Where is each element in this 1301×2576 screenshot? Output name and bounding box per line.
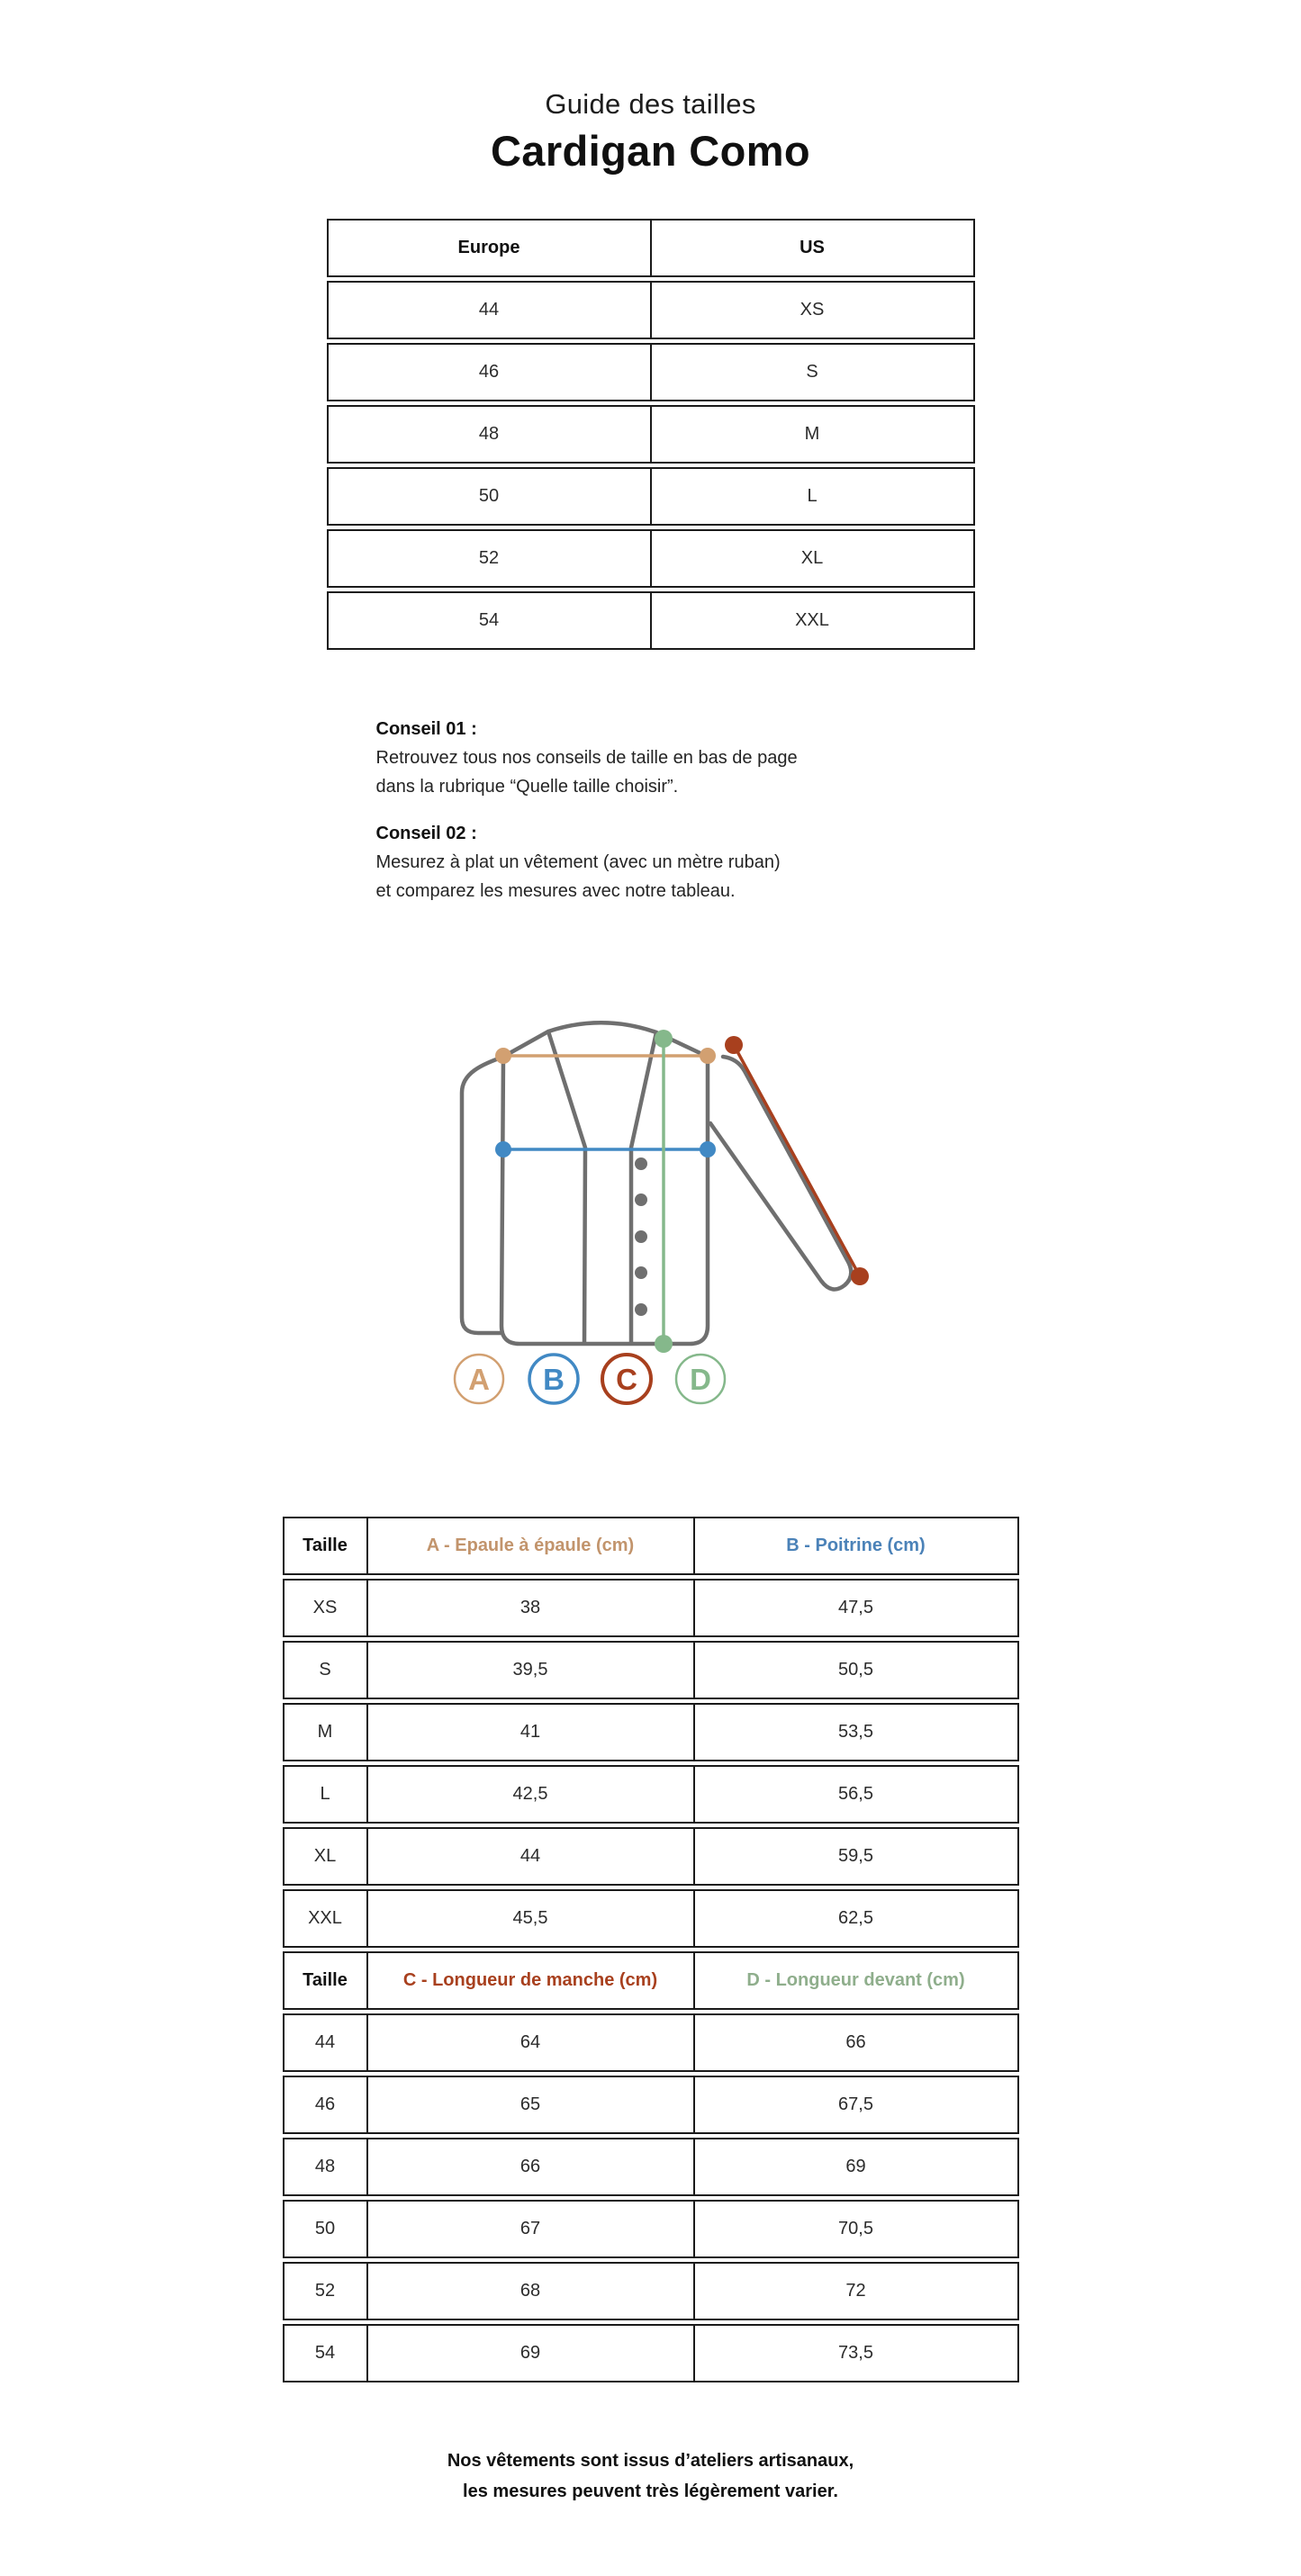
- legend-d-letter: D: [689, 1363, 711, 1396]
- tip-02-text-line: et comparez les mesures avec notre tableau.: [375, 881, 736, 901]
- measure-cell: 62,5: [693, 1891, 1017, 1946]
- legend-a-badge: [455, 1355, 503, 1403]
- right-sleeve-outline: [710, 1057, 851, 1289]
- table-row: [327, 591, 975, 650]
- measure-cell: 67,5: [693, 2077, 1017, 2132]
- measure-cell: 73,5: [693, 2326, 1017, 2381]
- table-row: [283, 2200, 1019, 2258]
- legend-b-badge: [529, 1355, 578, 1403]
- measure-cell: 53,5: [693, 1705, 1017, 1760]
- button-dot: [635, 1303, 647, 1316]
- measure-cell: 50,5: [693, 1643, 1017, 1698]
- tip-01: [376, 715, 975, 801]
- measure-cell: 41: [366, 1705, 693, 1760]
- table-row: [283, 2324, 1019, 2382]
- button-dot: [635, 1266, 647, 1279]
- measure-cell: 69: [366, 2326, 693, 2381]
- header-taille: Taille: [303, 1536, 348, 1555]
- measure-cell: 45,5: [366, 1891, 693, 1946]
- table-row: [283, 2138, 1019, 2196]
- size-conversion-table: [327, 219, 975, 650]
- tip-01-text-line: Retrouvez tous nos conseils de taille en bas de page: [375, 748, 798, 768]
- eu-size-cell: 50: [478, 486, 500, 506]
- size-cell: M: [317, 1722, 333, 1742]
- legend-c-badge: [602, 1355, 651, 1403]
- us-size-cell: S: [650, 345, 973, 400]
- eu-size-cell: 46: [478, 362, 500, 382]
- tip-02-text-line: Mesurez à plat un vêtement (avec un mètre ruban): [375, 852, 781, 872]
- size-cell: L: [320, 1784, 330, 1804]
- header-taille: Taille: [303, 1970, 348, 1990]
- measure-cell: 59,5: [693, 1829, 1017, 1884]
- table-row: [283, 1889, 1019, 1948]
- measure-cell: 44: [366, 1829, 693, 1884]
- eu-size-cell: 48: [478, 424, 500, 444]
- cardigan-diagram-container: [417, 977, 885, 1432]
- size-cell: 44: [314, 2032, 336, 2052]
- table-row: [283, 1579, 1019, 1637]
- size-cell: XXL: [308, 1908, 342, 1928]
- table-row: [327, 467, 975, 526]
- size-cell: 48: [314, 2157, 336, 2176]
- page-subtitle: Guide des tailles: [545, 88, 756, 120]
- measurements-header-row-cd: [283, 1951, 1019, 2010]
- eu-size-cell: 44: [478, 300, 500, 320]
- size-cell: 52: [314, 2281, 336, 2301]
- tip-02-title: Conseil 02 :: [375, 824, 477, 843]
- measure-cell: 70,5: [693, 2202, 1017, 2256]
- table-row: [283, 2262, 1019, 2320]
- us-size-cell: XL: [650, 531, 973, 586]
- us-size-cell: XXL: [650, 593, 973, 648]
- footer-note: [0, 2445, 1301, 2507]
- table-row: [283, 1827, 1019, 1886]
- us-size-cell: XS: [650, 283, 973, 338]
- tips-section: [327, 715, 975, 905]
- us-size-cell: L: [650, 469, 973, 524]
- footer-note-line: les mesures peuvent très légèrement varier.: [463, 2481, 838, 2501]
- table-row: [327, 405, 975, 464]
- footer-note-line: Nos vêtements sont issus d’ateliers artisanaux,: [447, 2451, 854, 2471]
- measure-cell: 66: [366, 2139, 693, 2194]
- table-row: [283, 2076, 1019, 2134]
- size-cell: XS: [312, 1598, 338, 1617]
- table-row: [283, 1765, 1019, 1824]
- header-shoulder-a: A - Epaule à épaule (cm): [366, 1518, 693, 1573]
- header-sleeve-c: C - Longueur de manche (cm): [366, 1953, 693, 2008]
- size-cell: 54: [314, 2343, 336, 2363]
- table-row: [283, 2013, 1019, 2072]
- cardigan-diagram: [417, 977, 885, 1428]
- table-row: [327, 529, 975, 588]
- tip-01-text-line: dans la rubrique “Quelle taille choisir”.: [375, 777, 679, 797]
- measure-cell: 65: [366, 2077, 693, 2132]
- legend-b-letter: B: [542, 1363, 565, 1396]
- button-dot: [635, 1157, 647, 1170]
- measurements-table: [283, 1517, 1019, 2382]
- eu-size-cell: 54: [478, 610, 500, 630]
- header-chest-b: B - Poitrine (cm): [693, 1518, 1017, 1573]
- size-table-header-europe: Europe: [457, 238, 520, 257]
- page-title: Cardigan Como: [490, 127, 811, 175]
- size-table-header-row: [327, 219, 975, 277]
- measure-cell: 69: [693, 2139, 1017, 2194]
- measure-cell: 72: [693, 2264, 1017, 2319]
- measure-cell: 56,5: [693, 1767, 1017, 1822]
- size-cell: 50: [314, 2219, 336, 2238]
- size-cell: S: [319, 1660, 331, 1680]
- measure-cell: 47,5: [693, 1581, 1017, 1635]
- button-dot: [635, 1193, 647, 1206]
- table-row: [283, 1703, 1019, 1761]
- table-row: [283, 1641, 1019, 1699]
- us-size-cell: M: [650, 407, 973, 462]
- left-sleeve-outline: [462, 1057, 503, 1333]
- measure-cell: 38: [366, 1581, 693, 1635]
- measure-cell: 66: [693, 2015, 1017, 2070]
- size-table-header-us: US: [650, 221, 973, 275]
- measure-cell: 39,5: [366, 1643, 693, 1698]
- header-front-length-d: D - Longueur devant (cm): [693, 1953, 1017, 2008]
- size-cell: 46: [314, 2094, 336, 2114]
- button-dot: [635, 1230, 647, 1243]
- size-cell: XL: [313, 1846, 337, 1866]
- tip-01-title: Conseil 01 :: [375, 719, 477, 739]
- legend-c-letter: C: [615, 1363, 637, 1396]
- legend-d-badge: [676, 1355, 725, 1403]
- body-outline: [501, 1022, 708, 1344]
- measure-cell: 64: [366, 2015, 693, 2070]
- measure-cell: 67: [366, 2202, 693, 2256]
- table-row: [327, 343, 975, 401]
- table-row: [327, 281, 975, 339]
- measure-cell: 68: [366, 2264, 693, 2319]
- tip-02: [376, 819, 975, 905]
- measure-cell: 42,5: [366, 1767, 693, 1822]
- legend-a-letter: A: [467, 1363, 490, 1396]
- eu-size-cell: 52: [478, 548, 500, 568]
- measurements-header-row-ab: [283, 1517, 1019, 1575]
